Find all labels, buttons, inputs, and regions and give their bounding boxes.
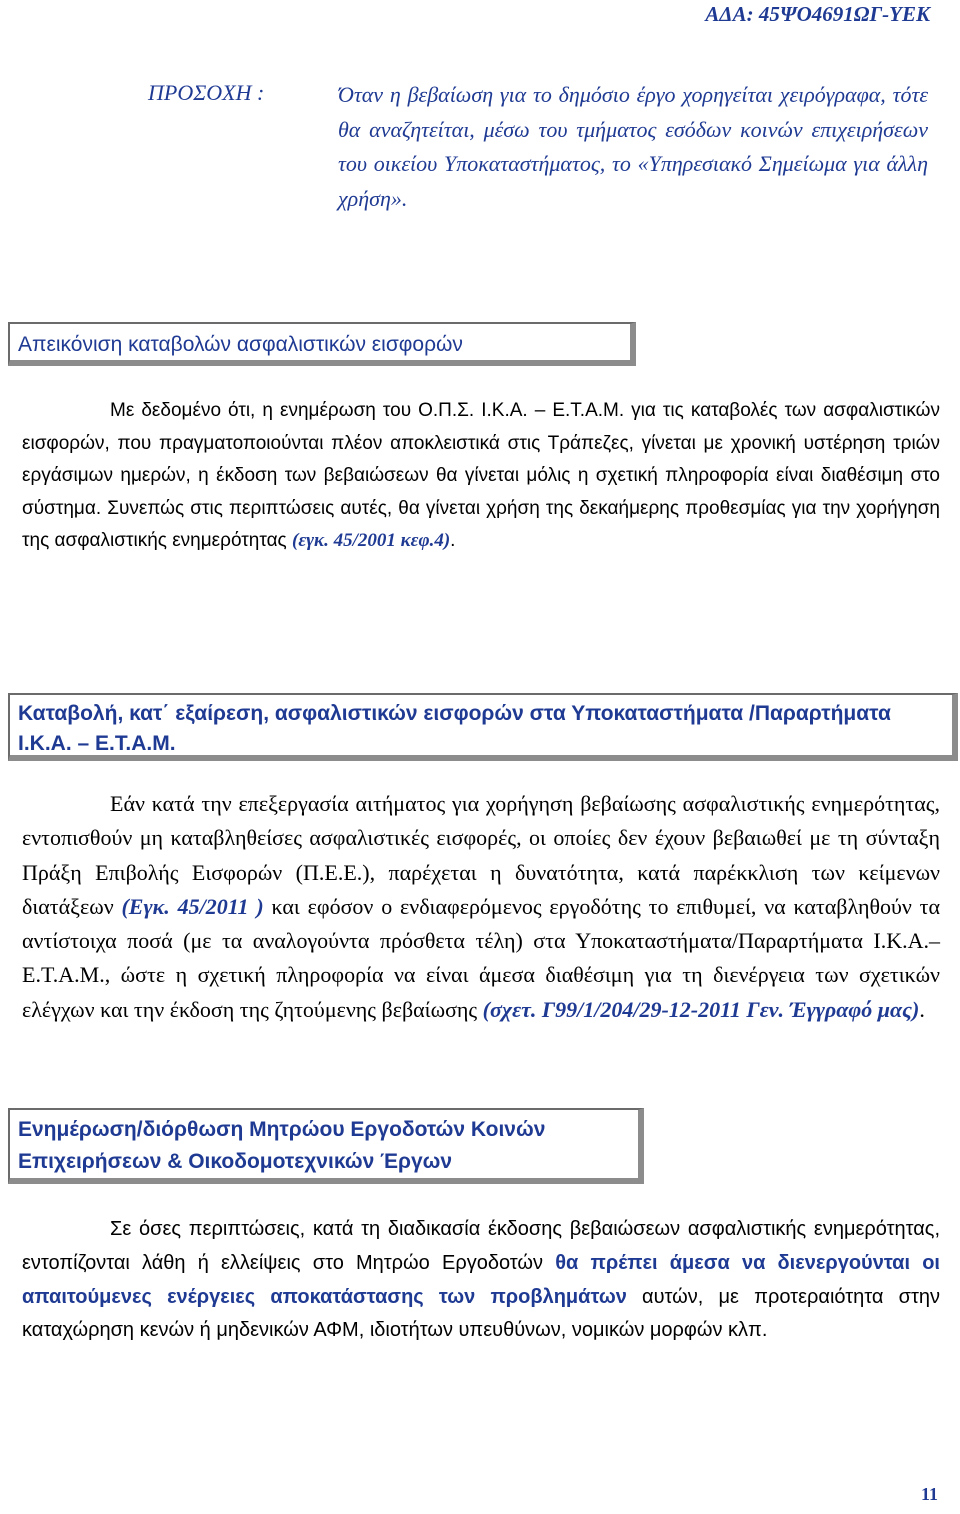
emphasis-text: θα πρέπει άμεσα να διενεργούνται οι απαιτούμενες ενέργειες αποκατάστασης των προβλημάτων [22,1251,940,1308]
section-heading-contributions-display: Απεικόνιση καταβολών ασφαλιστικών εισφορών [8,322,636,366]
section-heading-exceptional-payment [8,693,958,761]
ada-code: ΑΔΑ: 45ΨΟ4691ΩΓ-ΥΕΚ [705,2,930,26]
circular-reference: (Εγκ. 45/2011 ) [121,893,264,919]
paragraph-end: . [919,996,925,1022]
paragraph-text: αυτών, με προτεραιότητα στην καταχώρηση κενών ή μηδενικών ΑΦΜ, ιδιοτήτων υπευθύνων, νομικών μορφών κλπ. [22,1285,940,1342]
paragraph-text: Με δεδομένο ότι, η ενημέρωση του Ο.Π.Σ. Ι.Κ.Α. – Ε.Τ.Α.Μ. για τις καταβολές των ασφαλιστικών εισφορών, που πραγματοποιούνται πλέον αποκλειστικά στις Τράπεζες, γίνεται με χρονική υστέρηση τριών εργάσιμων ημερών, η έκδοση των βεβαιώσεων θα γίνεται μόλις η σχετική πληροφορία είναι διαθέσιμη στο σύστημα. Συνεπώς στις περιπτώσεις αυτές, θα γίνεται χρήση της δεκαήμερης προθεσμίας για την χορήγηση της ασφαλιστικής ενημερότητας [22,400,940,552]
section-heading-text: Καταβολή, κατ΄ εξαίρεση, ασφαλιστικών εισφορών στα Υποκαταστήματα /Παραρτήματα Ι.Κ.Α. – Ε.Τ.Α.Μ. [18,702,891,755]
page-number: 11 [920,1484,938,1504]
section-paragraph-exceptional-payment [22,787,940,1027]
paragraph-text: Σε όσες περιπτώσεις, κατά τη διαδικασία έκδοσης βεβαιώσεων ασφαλιστικής ενημερότητας, εντοπίζονται λάθη ή ελλείψεις στο Μητρώο Εργοδοτών [22,1218,940,1274]
note-label: ΠΡΟΣΟΧΗ : [148,80,265,105]
paragraph-text: και εφόσον ο ενδιαφερόμενος εργοδότης το επιθυμεί, να καταβληθούν τα αντίστοιχα ποσά (με τα αναλογούντα πρόσθετα τέλη) στα Υποκαταστήματα/Παραρτήματα Ι.Κ.Α.–Ε.Τ.Α.Μ., ώστε η σχετική πληροφορία να είναι άμεσα διαθέσιμη για τη διενέργεια των σχετικών ελέγχων και την έκδοση της ζητούμενης βεβαίωσης [22,893,941,1022]
section-heading-employer-registry [8,1108,644,1184]
document-reference: (σχετ. Γ99/1/204/29-12-2011 Γεν. Έγγραφό μας) [482,996,920,1022]
circular-reference: (εγκ. 45/2001 κεφ.4) [292,530,451,552]
section-paragraph-employer-registry [22,1213,940,1348]
note-text: Όταν η βεβαίωση για το δημόσιο έργο χορηγείται χειρόγραφα, τότε θα αναζητείται, μέσω του τμήματος εσόδων κοινών επιχειρήσεων του οικείου Υποκαταστήματος, το «Υπηρεσιακό Σημείωμα για άλλη χρήση». [338,82,928,211]
paragraph-end: . [450,530,456,552]
section-paragraph-contributions-display [22,395,940,558]
section-heading-text: Ενημέρωση/διόρθωση Μητρώου Εργοδοτών Κοινών Επιχειρήσεων & Οικοδομοτεχνικών Έργων [18,1118,546,1173]
paragraph-text: Εάν κατά την επεξεργασία αιτήματος για χορήγηση βεβαίωσης ασφαλιστικής ενημερότητας, εντοπισθούν μη καταβληθείσες ασφαλιστικές εισφορές, οι οποίες δεν έχουν βεβαιωθεί με τη σύνταξη Πράξη Επιβολής Εισφορών (Π.Ε.Ε.), παρέχεται η δυνατότητα, κατά παρέκκλιση των κείμενων διατάξεων [22,791,940,919]
